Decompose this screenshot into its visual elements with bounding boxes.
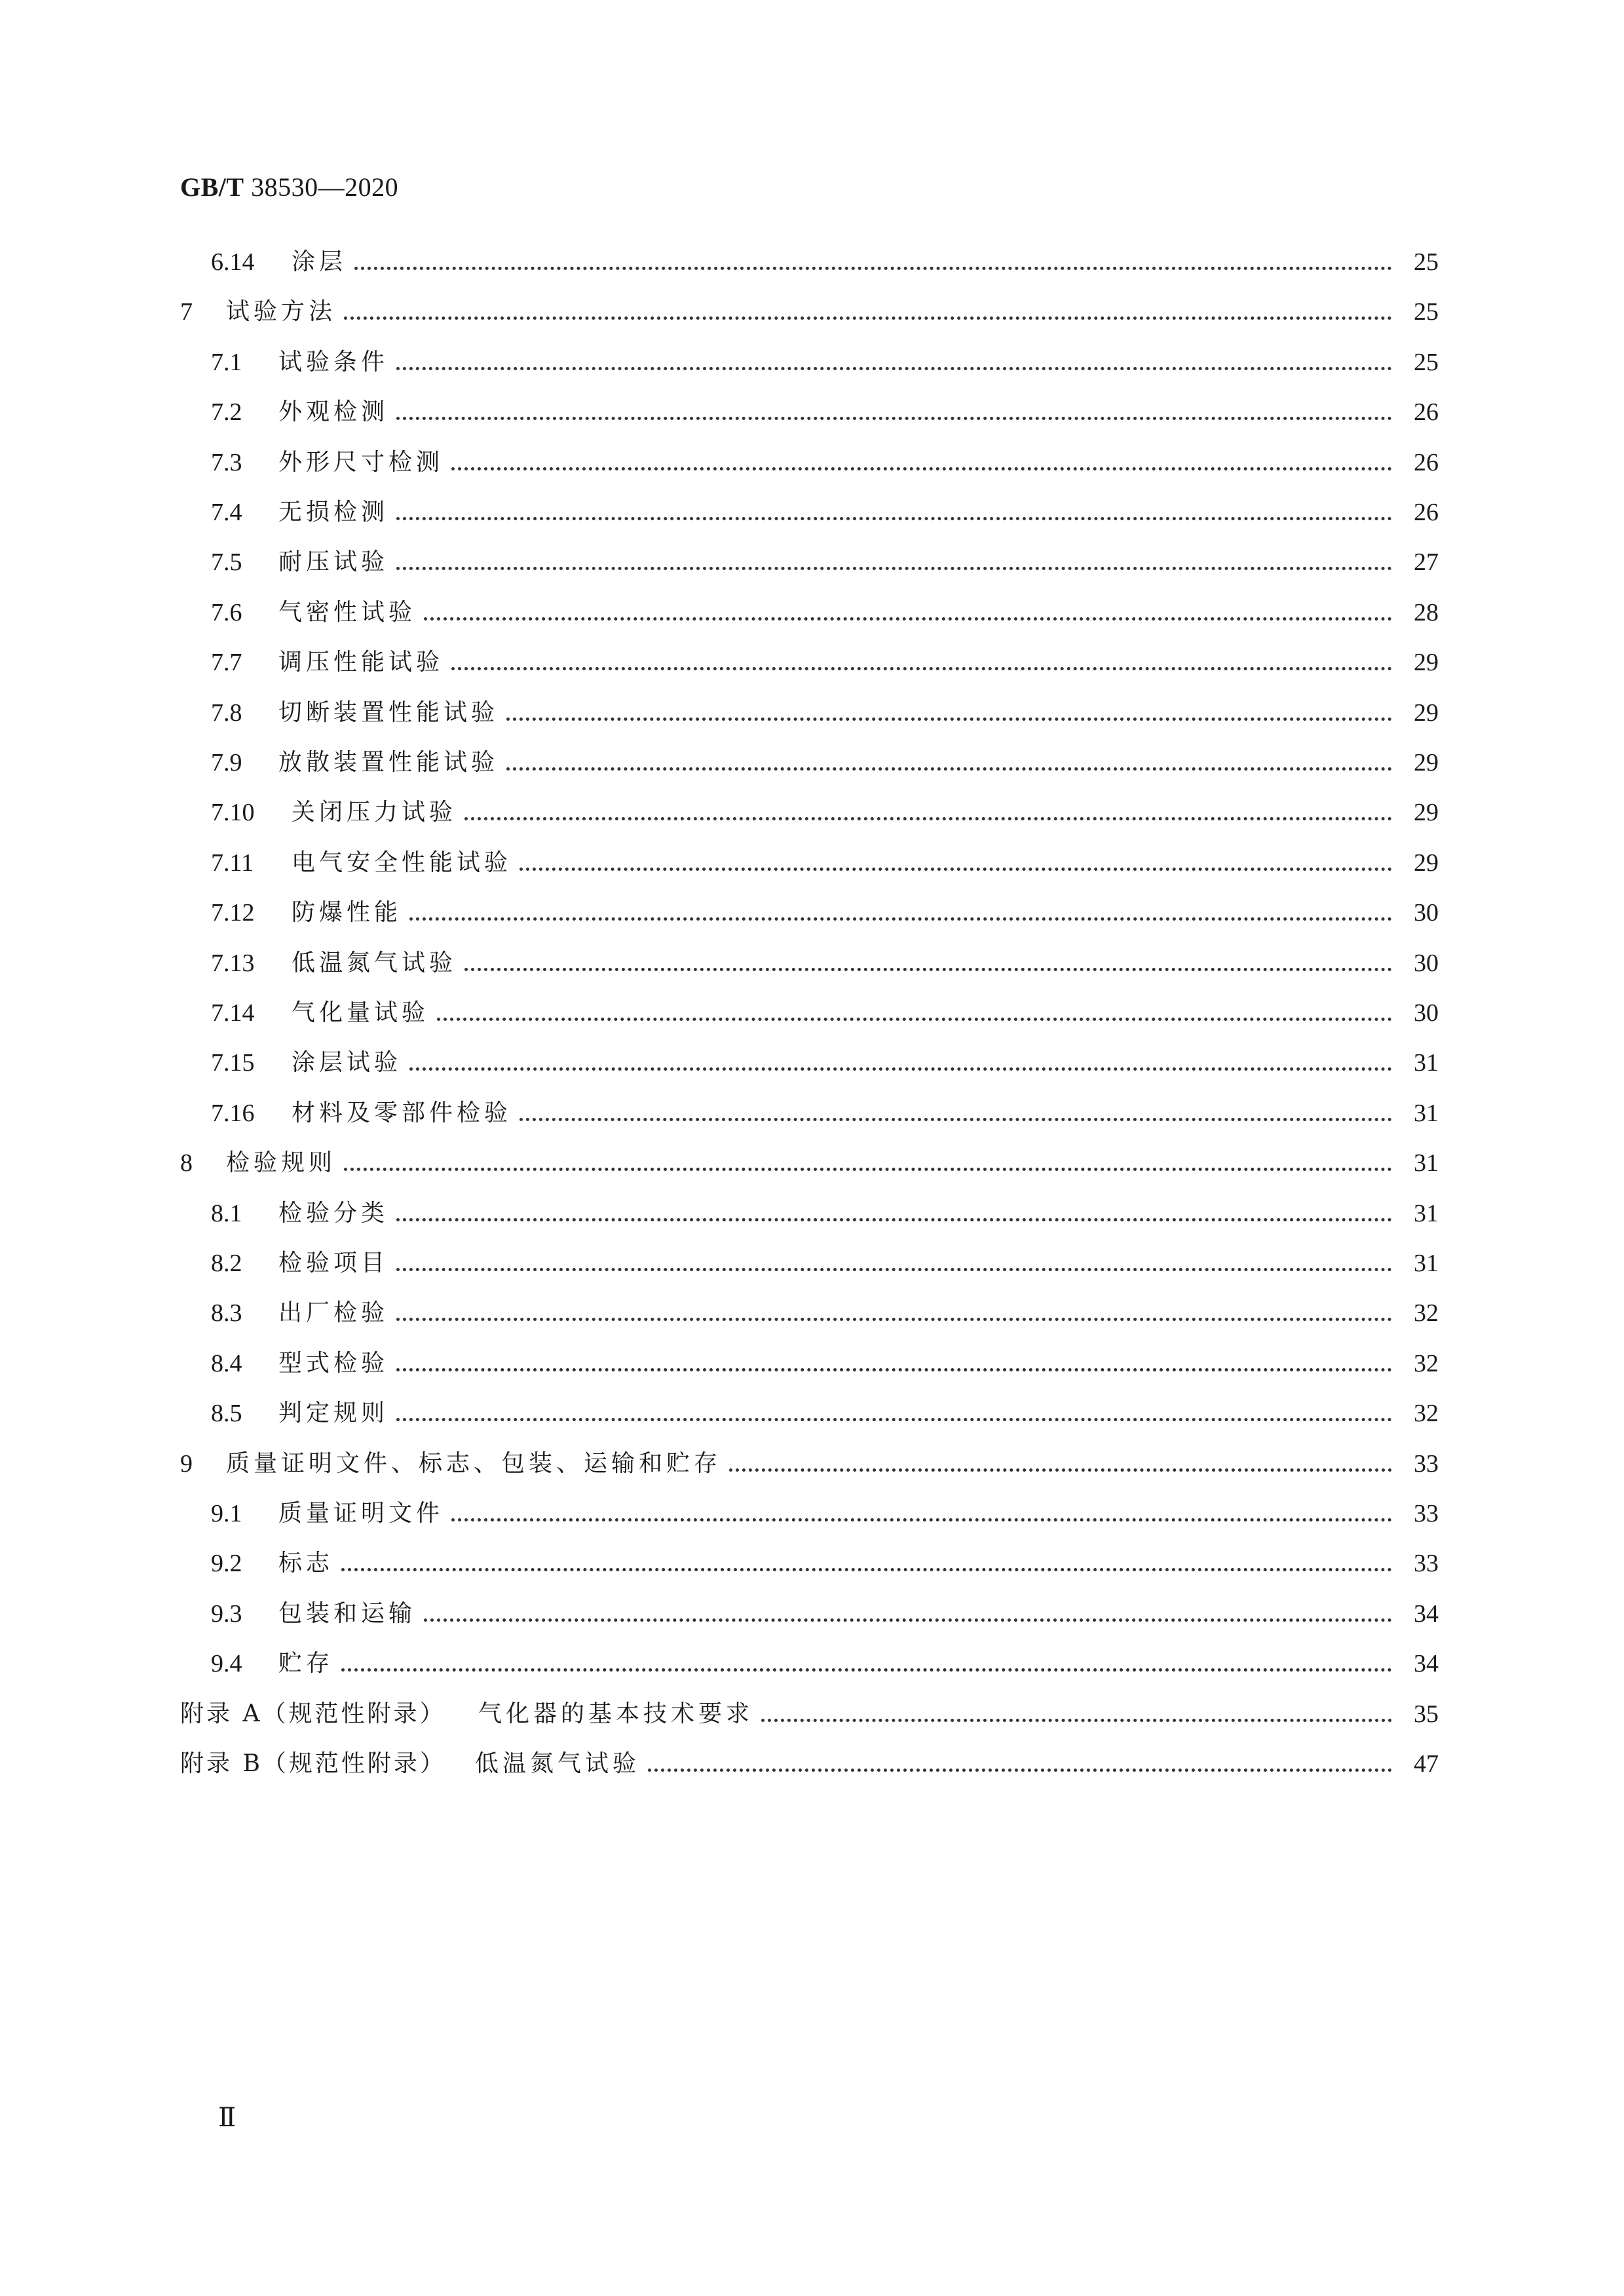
toc-entry[interactable] xyxy=(0,693,1624,733)
toc-entry-page: 33 xyxy=(1414,1500,1439,1527)
toc-entry-page: 33 xyxy=(1414,1550,1439,1578)
toc-entry-page: 27 xyxy=(1414,548,1439,577)
toc-leader-dots xyxy=(341,1568,1392,1571)
toc-leader-dots xyxy=(464,968,1392,971)
toc-leader-dots xyxy=(451,467,1392,470)
toc-entry-title: 外形尺寸检测 xyxy=(278,448,444,476)
toc-entry-number: 9.3 xyxy=(211,1599,242,1628)
toc-entry-page: 31 xyxy=(1414,1250,1439,1277)
toc-entry[interactable] xyxy=(0,292,1624,332)
toc-entry-number: 7.3 xyxy=(211,448,242,476)
toc-entry-title: 外观检测 xyxy=(278,398,389,426)
toc-entry-number: 7.11 xyxy=(211,849,254,877)
toc-entry-number: 8.5 xyxy=(211,1400,242,1428)
toc-leader-dots xyxy=(729,1468,1392,1472)
toc-entry-title: 耐压试验 xyxy=(278,548,389,576)
toc-entry-number: 7.7 xyxy=(211,649,242,677)
toc-entry-page: 29 xyxy=(1414,799,1439,827)
toc-entry-title: 型式检验 xyxy=(278,1349,389,1377)
toc-entry-number: 8.2 xyxy=(211,1250,242,1277)
toc-leader-dots xyxy=(506,718,1392,721)
toc-entry-page: 28 xyxy=(1414,598,1439,626)
toc-entry-page: 31 xyxy=(1414,1149,1439,1177)
toc-entry-number: 8 xyxy=(180,1149,193,1177)
toc-entry-page: 32 xyxy=(1414,1400,1439,1428)
toc-entry-page: 26 xyxy=(1414,448,1439,476)
toc-entry-page: 33 xyxy=(1414,1449,1439,1478)
toc-entry-number: 7.16 xyxy=(211,1099,255,1127)
toc-entry-number: 7.4 xyxy=(211,499,242,526)
toc-entry-number: 9.2 xyxy=(211,1550,242,1578)
toc-leader-dots xyxy=(396,1368,1392,1371)
toc-leader-dots xyxy=(396,1268,1392,1271)
standard-number: 38530—2020 xyxy=(251,172,399,202)
toc-entry-title: 低温氮气试验 xyxy=(475,1750,641,1777)
toc-entry-title: 试验条件 xyxy=(278,348,389,375)
toc-entry-number: 7.12 xyxy=(211,899,255,927)
toc-entry[interactable] xyxy=(0,242,1624,282)
toc-entry-number: 8.3 xyxy=(211,1299,242,1328)
toc-entry[interactable] xyxy=(0,593,1624,632)
toc-entry-title: 切断装置性能试验 xyxy=(278,698,499,726)
toc-entry-page: 34 xyxy=(1414,1599,1439,1628)
toc-entry-page: 31 xyxy=(1414,1099,1439,1127)
toc-entry[interactable] xyxy=(0,793,1624,832)
toc-entry[interactable] xyxy=(0,743,1624,782)
toc-entry[interactable] xyxy=(0,1094,1624,1133)
toc-entry-number: 7.2 xyxy=(211,398,242,427)
toc-entry[interactable] xyxy=(0,392,1624,432)
toc-entry[interactable] xyxy=(0,1494,1624,1533)
toc-entry-number: 8.1 xyxy=(211,1199,242,1227)
toc-entry-page: 29 xyxy=(1414,849,1439,877)
toc-leader-dots xyxy=(451,667,1392,670)
toc-entry-page: 25 xyxy=(1414,298,1439,326)
toc-entry-number: 7.9 xyxy=(211,749,242,776)
toc-entry-page: 35 xyxy=(1414,1700,1439,1728)
toc-leader-dots xyxy=(451,1518,1392,1521)
toc-entry-page: 30 xyxy=(1414,949,1439,977)
page-number: Ⅱ xyxy=(218,2103,236,2132)
toc-entry-title: 标志 xyxy=(278,1550,334,1577)
toc-entry-title: 材料及零部件检验 xyxy=(292,1099,512,1126)
toc-entry-number: 7.5 xyxy=(211,548,242,577)
toc-entry-title: 无损检测 xyxy=(278,499,389,526)
toc-entry-title: 检验项目 xyxy=(278,1250,389,1276)
toc-leader-dots xyxy=(396,517,1392,520)
toc-entry[interactable] xyxy=(0,893,1624,932)
toc-entry[interactable] xyxy=(0,1744,1624,1784)
toc-entry-title: 涂层试验 xyxy=(292,1049,402,1077)
toc-leader-dots xyxy=(396,1318,1392,1321)
toc-entry[interactable] xyxy=(0,1194,1624,1233)
toc-entry-page: 31 xyxy=(1414,1199,1439,1227)
toc-entry[interactable] xyxy=(0,1043,1624,1082)
toc-leader-dots xyxy=(424,1618,1392,1622)
toc-entry[interactable] xyxy=(0,343,1624,382)
toc-entry[interactable] xyxy=(0,493,1624,532)
toc-leader-dots xyxy=(648,1769,1392,1772)
toc-entry-number: 7.10 xyxy=(211,799,255,827)
toc-entry-title: 包装和运输 xyxy=(278,1599,417,1627)
toc-entry-title: 防爆性能 xyxy=(292,899,402,927)
toc-entry-number: 6.14 xyxy=(211,248,255,276)
toc-entry-page: 47 xyxy=(1414,1750,1439,1778)
toc-entry-page: 32 xyxy=(1414,1299,1439,1328)
toc-entry-title: 低温氮气试验 xyxy=(292,949,457,976)
toc-leader-dots xyxy=(396,567,1392,570)
toc-entry-title: 质量证明文件、标志、包装、运输和贮存 xyxy=(226,1449,722,1477)
toc-leader-dots xyxy=(409,1067,1392,1071)
toc-entry-number: 附录 A（规范性附录） xyxy=(180,1700,446,1727)
toc-leader-dots xyxy=(396,1218,1392,1221)
toc-entry[interactable] xyxy=(0,1394,1624,1433)
toc-entry-title: 调压性能试验 xyxy=(278,649,444,676)
toc-entry-number: 7.14 xyxy=(211,999,255,1027)
toc-entry[interactable] xyxy=(0,1244,1624,1283)
toc-entry-page: 25 xyxy=(1414,248,1439,276)
toc-leader-dots xyxy=(354,267,1392,270)
toc-entry-title: 试验方法 xyxy=(226,298,337,326)
toc-entry-page: 30 xyxy=(1414,999,1439,1027)
toc-entry-title: 质量证明文件 xyxy=(278,1500,444,1527)
toc-entry-page: 31 xyxy=(1414,1049,1439,1077)
toc-leader-dots xyxy=(464,817,1392,820)
standard-code: GB/T xyxy=(180,172,244,202)
toc-entry-title: 判定规则 xyxy=(278,1400,389,1427)
toc-entry[interactable] xyxy=(0,1444,1624,1483)
toc-leader-dots xyxy=(424,617,1392,621)
toc-leader-dots xyxy=(396,417,1392,420)
toc-entry-page: 29 xyxy=(1414,749,1439,776)
toc-entry-title: 涂层 xyxy=(292,248,347,275)
toc-entry-number: 7.13 xyxy=(211,949,255,977)
toc-entry[interactable] xyxy=(0,1544,1624,1583)
toc-entry-number: 9.1 xyxy=(211,1500,242,1527)
toc-entry-title: 气化量试验 xyxy=(292,999,430,1026)
toc-leader-dots xyxy=(409,917,1392,921)
toc-entry-number: 7.6 xyxy=(211,598,242,626)
toc-entry[interactable] xyxy=(0,1293,1624,1333)
toc-leader-dots xyxy=(396,1418,1392,1421)
toc-entry-number: 7.1 xyxy=(211,348,242,376)
toc-entry-page: 26 xyxy=(1414,398,1439,427)
toc-leader-dots xyxy=(344,1168,1392,1171)
toc-entry-title: 检验规则 xyxy=(226,1149,337,1177)
toc-entry-title: 电气安全性能试验 xyxy=(292,849,512,876)
toc-entry[interactable] xyxy=(0,1694,1624,1734)
toc-entry[interactable] xyxy=(0,944,1624,983)
toc-entry-number: 9.4 xyxy=(211,1650,242,1678)
toc-leader-dots xyxy=(396,367,1392,370)
toc-leader-dots xyxy=(519,1118,1392,1121)
toc-entry-title: 贮存 xyxy=(278,1650,334,1677)
toc-leader-dots xyxy=(761,1719,1392,1722)
toc-entry-title: 关闭压力试验 xyxy=(292,799,457,826)
toc-entry-title: 出厂检验 xyxy=(278,1299,389,1327)
toc-entry[interactable] xyxy=(0,993,1624,1033)
toc-entry[interactable] xyxy=(0,1594,1624,1634)
toc-entry-page: 25 xyxy=(1414,348,1439,376)
toc-entry[interactable] xyxy=(0,1644,1624,1683)
toc-entry-page: 30 xyxy=(1414,899,1439,927)
toc-entry-title: 检验分类 xyxy=(278,1199,389,1227)
toc-leader-dots xyxy=(341,1668,1392,1672)
toc-entry-title: 气密性试验 xyxy=(278,598,417,626)
toc-entry-page: 29 xyxy=(1414,649,1439,677)
document-header xyxy=(180,172,398,202)
toc-entry[interactable] xyxy=(0,543,1624,582)
toc-entry-number: 附录 B（规范性附录） xyxy=(180,1750,446,1777)
toc-entry-title: 放散装置性能试验 xyxy=(278,749,499,776)
toc-entry[interactable] xyxy=(0,443,1624,482)
toc-entry[interactable] xyxy=(0,1143,1624,1183)
toc-entry-page: 34 xyxy=(1414,1650,1439,1678)
toc-entry-number: 9 xyxy=(180,1449,193,1478)
toc-entry-page: 26 xyxy=(1414,499,1439,526)
toc-entry[interactable] xyxy=(0,1344,1624,1383)
toc-entry-number: 7.8 xyxy=(211,698,242,727)
toc-entry-number: 7 xyxy=(180,298,193,326)
toc-leader-dots xyxy=(437,1018,1392,1021)
toc-leader-dots xyxy=(344,316,1392,320)
toc-entry-page: 29 xyxy=(1414,698,1439,727)
toc-entry-number: 7.15 xyxy=(211,1049,255,1077)
toc-entry[interactable] xyxy=(0,843,1624,883)
toc-entry[interactable] xyxy=(0,643,1624,682)
toc-leader-dots xyxy=(506,767,1392,771)
toc-entry-page: 32 xyxy=(1414,1349,1439,1377)
toc-leader-dots xyxy=(519,868,1392,871)
toc-entry-number: 8.4 xyxy=(211,1349,242,1377)
toc-entry-title: 气化器的基本技术要求 xyxy=(478,1700,754,1727)
